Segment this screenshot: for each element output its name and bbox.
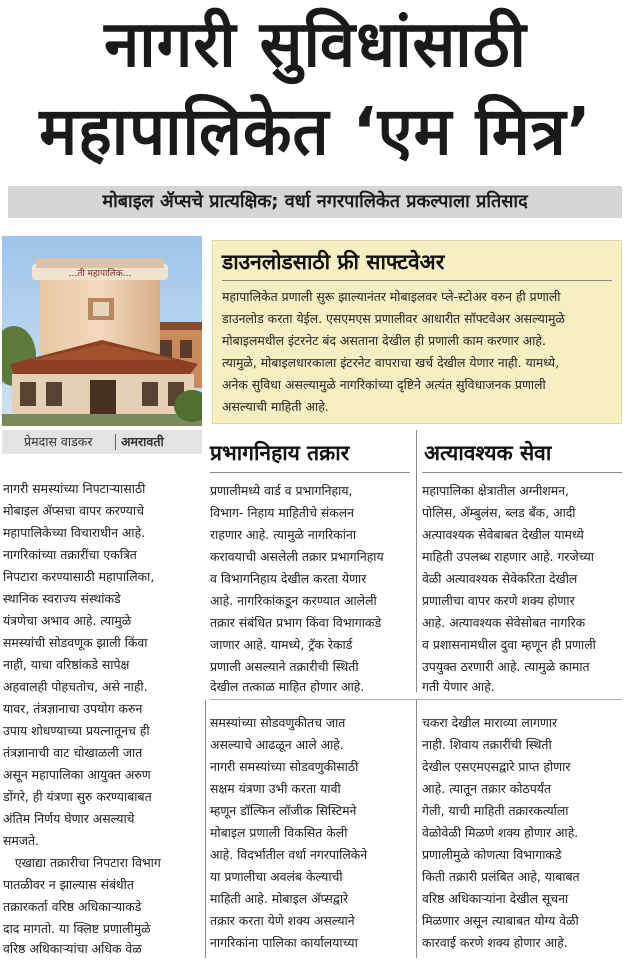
info-box-line: मोबाइलमधील इंटरनेट बंद असताना देखील ही प्रणाली काम करणार आहे. [222, 333, 546, 348]
col1-line: अंतिम निर्णय घेणार असल्याचे [3, 811, 135, 826]
headline-line-1: नागरी सुविधांसाठी [104, 8, 527, 82]
col3-line: वेळोवेळी मिळणे शक्य होणार आहे. [422, 825, 579, 840]
column-divider [416, 430, 417, 692]
col3-line: वरिष्ठ अधिकाऱ्यांना देखील सूचना [422, 891, 569, 906]
column-divider [205, 700, 206, 958]
col2-line: तक्रार संबंधित प्रभाग किंवा विभागाकडे [210, 615, 382, 630]
col1-line: स्थानिक स्वराज्य संस्थांकडे [3, 591, 121, 606]
col2-line: मोबाइल प्रणाली विकसित केली [210, 825, 348, 840]
col1-line: समजते. [3, 833, 39, 848]
col2-line: व विभागनिहाय देखील करता येणार [210, 571, 367, 586]
col1-line: पातळीवर न झाल्यास संबंधीत [3, 877, 134, 892]
col1-line: वरिष्ठ अधिकाऱ्यांचा अधिक वेळ [3, 941, 142, 956]
col1-line: निपटारा करण्यासाठी महापालिका, [3, 569, 155, 584]
col1-line: यावर, तंत्रज्ञानाचा उपयोग करुन [3, 701, 143, 716]
col3-line: व प्रशासनामधील दुवा म्हणून ही प्रणाली [422, 637, 596, 652]
col3-line: मिळणार असून त्याबाबत योग्य वेळी [422, 913, 579, 928]
col1-line: नाही, याचा वरिष्ठांकडे सापेक्ष [3, 657, 130, 672]
col2-line: प्रणालीमध्ये वार्ड व प्रभागनिहाय, [210, 483, 353, 498]
col2-line: प्रणाली असल्याने तक्रारीची स्थिती [210, 659, 359, 674]
building-sign-text: ...ती महापालिक... [68, 269, 132, 279]
col1-line: असून महापालिका आयुक्त अरुण [3, 767, 151, 782]
col1-line: अहवालही पोहचतोच, असे नाही. [3, 679, 148, 694]
info-box-line: महापालिकेत प्रणाली सुरू झाल्यानंतर मोबाइलवर प्ले-स्टोअर वरुन ही प्रणाली [222, 289, 561, 304]
col1-line: तंत्रज्ञानाची वाट चोखाळली जात [3, 745, 143, 760]
col2-line: म्हणून डॉल्फिन लॉजीक सिस्टिमने [210, 803, 357, 818]
municipal-building-photo [2, 236, 202, 426]
col2-line: विभाग- निहाय माहितीचे संकलन [210, 505, 355, 520]
info-box-line: असल्याची माहिती आहे. [222, 399, 329, 414]
col2-line: आहे. विदर्भातील वर्धा नगरपालिकेने [210, 847, 368, 862]
col2-line: नागरी समस्यांच्या सोडवणुकीसाठी [210, 759, 359, 774]
col3-line: कारवाई करणे शक्य होणार आहे. [422, 935, 568, 950]
byline-author: प्रेमदास वाडकर [24, 434, 93, 449]
info-box-title: डाउनलोडसाठी फ्री साफ्टवेअर [222, 250, 445, 274]
byline-separator [115, 434, 116, 450]
col3-line: महापालिका क्षेत्रातील अग्नीशमन, [422, 483, 569, 498]
col3-line: आहे. अत्यावश्यक सेवेसोबत नागरिक [422, 615, 586, 630]
info-box-rule [222, 280, 612, 281]
info-box-line: अनेक सुविधा असल्यामुळे नागरिकांच्या दृष्टिने अत्यंत सुविधाजनक प्रणाली [222, 377, 546, 392]
col1-line: महापालिकेच्या विचाराधीन आहे. [3, 525, 146, 540]
col3-line: आहे. त्यातून तक्रार कोठपर्यंत [422, 781, 551, 796]
col2-line: माहिती आहे. मोबाइल ॲप्सद्वारे [210, 891, 349, 906]
col3-line: गती येणार आहे. [422, 679, 495, 694]
col1-line: उपाय शोधण्याच्या प्रयत्नातूनच ही [3, 723, 150, 738]
col3-line: उपयुक्त ठरणारी आहे. त्यामुळे कामात [422, 659, 590, 674]
col3-line: देखील एसएमएसद्वारे प्राप्त होणार [422, 759, 571, 774]
col3-line: माहिती उपलब्ध राहणार आहे. गरजेच्या [422, 549, 594, 564]
col2-line: आहे. नागरिकांकडून करण्यात आलेली [210, 593, 377, 608]
headline-line-2: महापालिकेत ‘एम मित्र’ [39, 93, 592, 170]
byline [2, 430, 202, 454]
col2-line: समस्यांच्या सोडवणुकीतच जात [210, 715, 346, 730]
col2-title-rule [210, 472, 410, 473]
info-box-line: डाउनलोड करता येईल. एसएमएस प्रणालीवर आधारीत सॉफ्टवेअर असल्यामुळे [222, 311, 565, 326]
col3-line: अत्यावश्यक सेवेबाबत देखील यामध्ये [422, 527, 584, 542]
col1-line: मोबाइल ॲप्सचा वापर करण्याचे [3, 503, 144, 518]
byline-place: अमरावती [121, 434, 164, 449]
col2-line: जाणार आहे. यामध्ये, ट्रॅक रेकार्ड [210, 637, 353, 652]
col3-line: प्रणालीमुळे कोणत्या विभागाकडे [422, 847, 562, 862]
col2-line: नागरिकांना पालिका कार्यालयाच्या [210, 935, 358, 950]
col2-line: देखील तत्काळ माहित होणार आहे. [210, 679, 365, 694]
col1-line: एखाद्या तक्रारीचा निपटारा विभाग [3, 855, 161, 870]
col3-line: चकरा देखील माराव्या लागणार [422, 715, 558, 730]
article-photo [2, 236, 202, 426]
info-box-line: त्यामुळे, मोबाइलधारकाला इंटरनेट वापराचा खर्च देखील येणार नाही. यामध्ये, [222, 355, 560, 370]
column-divider [416, 700, 417, 958]
col1-line: तक्रारकर्ता वरिष्ठ अधिकाऱ्याकडे [3, 899, 142, 914]
col3-line: पोलिस, ॲम्बुलंस, ब्लड बँक, आदी [422, 505, 576, 520]
col3-line: नाही. शिवाय तक्रारींची स्थिती [422, 737, 552, 752]
subheadline: मोबाइल ॲप्सचे प्रात्यक्षिक; वर्धा नगरपालिकेत प्रकल्पाला प्रतिसाद [102, 191, 528, 212]
col3-title-rule [422, 472, 622, 473]
col3-line: किती तक्रारी प्रलंबित आहे, याबाबत [422, 869, 580, 884]
col3-line: प्रणालीचा वापर करणे शक्य होणार [422, 593, 575, 608]
section-rule [210, 699, 622, 700]
col2-line: तक्रार करता येणे शक्य असल्याने [210, 913, 355, 928]
col3-title: अत्यावश्यक सेवा [424, 441, 552, 465]
col2-line: करावयाची असलेली तक्रार प्रभागनिहाय [210, 549, 384, 564]
col1-line: दाद मागतो. या क्लिष्ट प्रणालीमुळे [3, 921, 151, 936]
col2-line: सक्षम यंत्रणा उभी करता यावी [210, 781, 341, 796]
col3-line: वेळी अत्यावश्यक सेवेकरिता देखील [422, 571, 578, 586]
col1-line: समस्यांची सोडवणूक झाली किंवा [3, 635, 148, 650]
col2-line: राहणार आहे. त्यामुळे नागरिकांना [210, 527, 357, 542]
col1-line: नागरिकांच्या तक्रारींचा एकत्रित [3, 547, 137, 562]
col2-title: प्रभागनिहाय तक्रार [210, 441, 350, 465]
col1-line: यंत्रणेचा अभाव आहे. त्यामुळे [3, 613, 132, 628]
col1-line: डोंगरे, ही यंत्रणा सुरु करण्याबाबत [3, 789, 152, 804]
col2-line: या प्रणालीचा अवलंब केल्याची [210, 869, 343, 884]
col2-line: असल्याचे आढळून आले आहे. [210, 737, 344, 752]
col3-line: गेली, याची माहिती तक्रारकर्त्याला [422, 803, 569, 818]
col1-line: नागरी समस्यांच्या निपटाऱ्यासाठी [3, 481, 146, 496]
